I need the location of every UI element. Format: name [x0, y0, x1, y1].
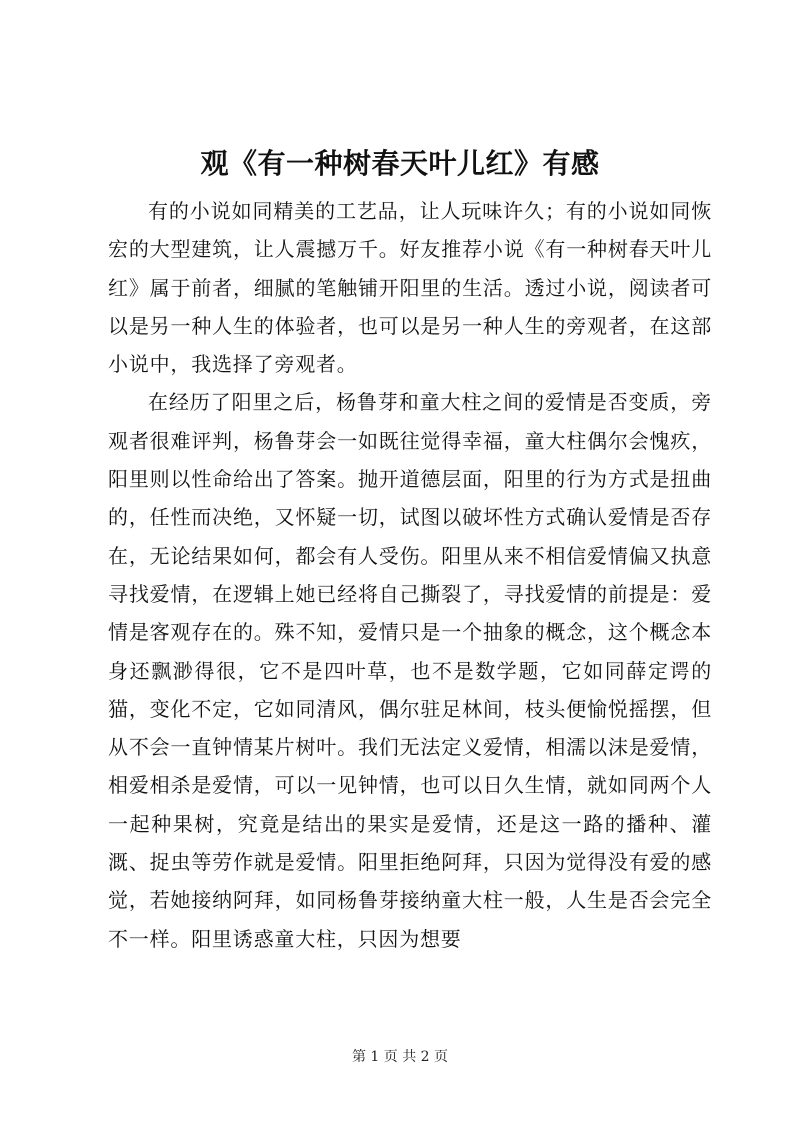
paragraph-1: 有的小说如同精美的工艺品，让人玩味许久；有的小说如同恢宏的大型建筑，让人震撼万千。好友推荐小说《有一种树春天叶儿红》属于前者，细腻的笔触铺开阳里的生活。透过小说，阅读者可以是另一种人生的体验者，也可以是另一种人生的旁观者，在这部小说中，我选择了旁观者。: [108, 199, 712, 377]
page-title: 观《有一种树春天叶儿红》有感: [200, 147, 600, 180]
document-body: [108, 192, 712, 958]
page-footer: 第 1 页 共 2 页: [351, 1049, 449, 1065]
paragraph-2: 在经历了阳里之后，杨鲁芽和童大柱之间的爱情是否变质，旁观者很难评判，杨鲁芽会一如既往觉得幸福，童大柱偶尔会愧疚，阳里则以性命给出了答案。抛开道德层面，阳里的行为方式是扭曲的，任性而决绝，又怀疑一切，试图以破坏性方式确认爱情是否存在，无论结果如何，都会有人受伤。阳里从来不相信爱情偏又执意寻找爱情，在逻辑上她已经将自己撕裂了，寻找爱情的前提是：爱情是客观存在的。殊不知，爱情只是一个抽象的概念，这个概念本身还飘渺得很，它不是四叶草，也不是数学题，它如同薛定谔的猫，变化不定，它如同清风，偶尔驻足林间，枝头便愉悦摇摆，但从不会一直钟情某片树叶。我们无法定义爱情，相濡以沫是爱情，相爱相杀是爱情，可以一见钟情，也可以日久生情，就如同两个人一起种果树，究竟是结出的果实是爱情，还是这一路的播种、灌溉、捉虫等劳作就是爱情。阳里拒绝阿拜，只因为觉得没有爱的感觉，若她接纳阿拜，如同杨鲁芽接纳童大柱一般，人生是否会完全不一样。阳里诱惑童大柱，只因为想要: [108, 390, 712, 951]
